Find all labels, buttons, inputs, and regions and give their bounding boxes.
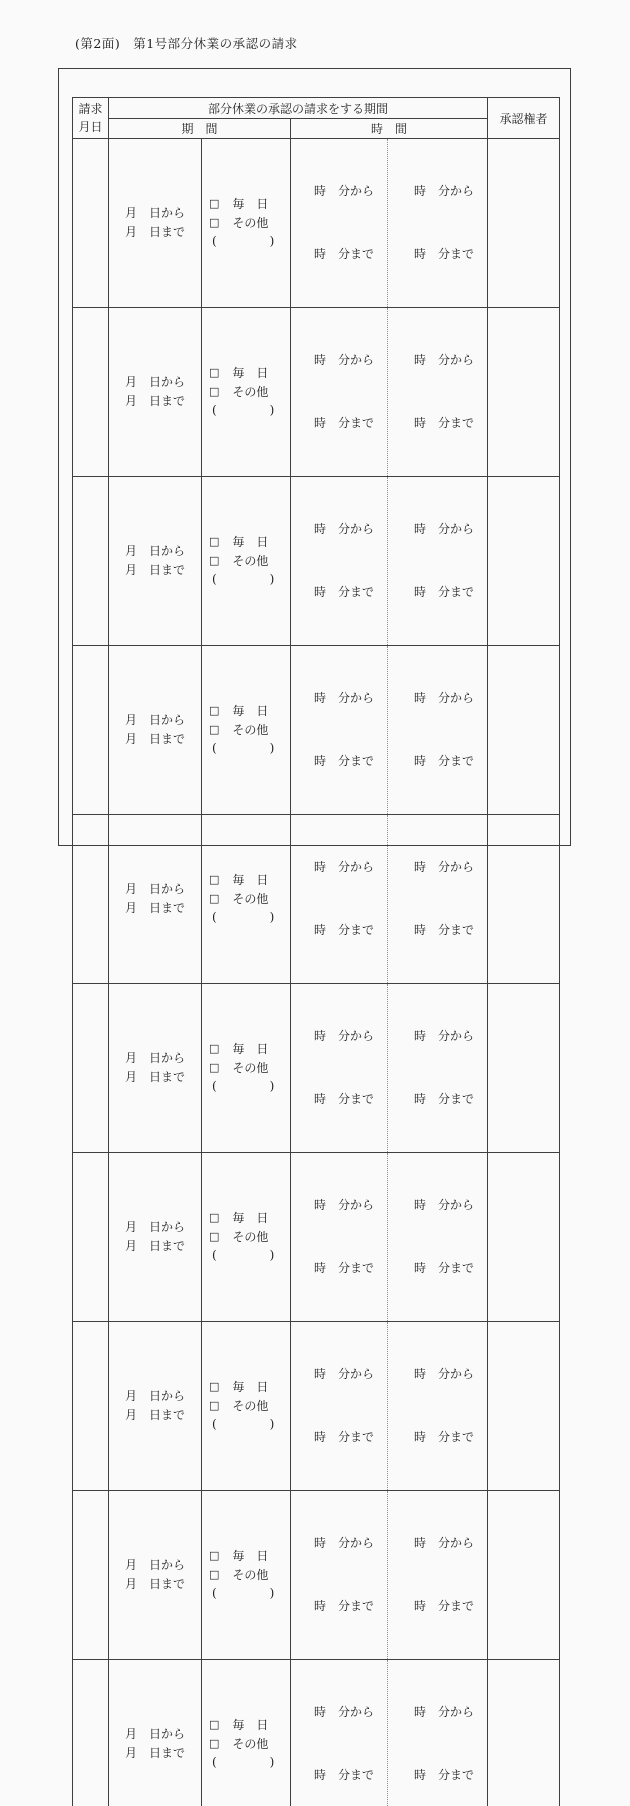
other-note-field[interactable]: ( ) [209, 570, 290, 589]
other-label: その他 [232, 552, 268, 571]
period-cell [109, 1660, 202, 1806]
day-type-cell [202, 1322, 291, 1491]
period-cell [109, 815, 202, 984]
checkbox-daily-icon[interactable]: □ [209, 1378, 219, 1397]
checkbox-other-icon[interactable]: □ [209, 383, 219, 402]
other-label: その他 [232, 1397, 268, 1416]
table-row [73, 1153, 560, 1322]
request-date-cell[interactable] [73, 477, 109, 646]
period-to: 月 日まで [109, 561, 201, 580]
header-request-date-line1: 請求 [73, 100, 108, 118]
time-range-second-cell [388, 1660, 488, 1806]
period-from: 月 日から [109, 1049, 201, 1068]
time-range-second-cell [388, 984, 488, 1153]
daily-label: 毎 日 [232, 702, 268, 721]
period-cell [109, 139, 202, 308]
time-to: 時 分まで [388, 244, 474, 265]
table-row [73, 646, 560, 815]
time-from: 時 分から [388, 688, 474, 709]
time-from: 時 分から [291, 857, 374, 878]
other-note-field[interactable]: ( ) [209, 1584, 290, 1603]
day-type-cell [202, 477, 291, 646]
approver-cell[interactable] [488, 1660, 560, 1806]
daily-label: 毎 日 [232, 1209, 268, 1228]
request-date-cell[interactable] [73, 1153, 109, 1322]
time-from: 時 分から [291, 688, 374, 709]
checkbox-daily-icon[interactable]: □ [209, 533, 219, 552]
other-label: その他 [232, 890, 268, 909]
period-to: 月 日まで [109, 392, 201, 411]
checkbox-daily-icon[interactable]: □ [209, 195, 219, 214]
approver-cell[interactable] [488, 308, 560, 477]
period-to: 月 日まで [109, 1744, 201, 1763]
time-from: 時 分から [291, 181, 374, 202]
time-range-first-cell [291, 984, 388, 1153]
period-cell [109, 1153, 202, 1322]
time-to: 時 分まで [291, 751, 374, 772]
period-to: 月 日まで [109, 1068, 201, 1087]
time-to: 時 分まで [291, 413, 374, 434]
request-date-cell[interactable] [73, 984, 109, 1153]
period-cell [109, 1322, 202, 1491]
time-to: 時 分まで [388, 920, 474, 941]
day-type-cell [202, 308, 291, 477]
period-from: 月 日から [109, 204, 201, 223]
day-type-cell [202, 1153, 291, 1322]
table-row [73, 1491, 560, 1660]
time-from: 時 分から [291, 1195, 374, 1216]
time-range-first-cell [291, 1491, 388, 1660]
day-type-cell [202, 139, 291, 308]
header-request-date-line2: 月日 [73, 118, 108, 136]
time-range-first-cell [291, 1322, 388, 1491]
header-period-group: 部分休業の承認の請求をする期間 [109, 98, 488, 119]
period-to: 月 日まで [109, 1237, 201, 1256]
time-range-first-cell [291, 477, 388, 646]
other-label: その他 [232, 1228, 268, 1247]
approver-cell[interactable] [488, 139, 560, 308]
request-date-cell[interactable] [73, 308, 109, 477]
period-from: 月 日から [109, 1387, 201, 1406]
checkbox-other-icon[interactable]: □ [209, 1059, 219, 1078]
other-label: その他 [232, 1059, 268, 1078]
request-date-cell[interactable] [73, 139, 109, 308]
request-date-cell[interactable] [73, 1660, 109, 1806]
other-label: その他 [232, 383, 268, 402]
period-to: 月 日まで [109, 1406, 201, 1425]
checkbox-daily-icon[interactable]: □ [209, 871, 219, 890]
time-to: 時 分まで [388, 1427, 474, 1448]
checkbox-other-icon[interactable]: □ [209, 1735, 219, 1754]
daily-label: 毎 日 [232, 195, 268, 214]
time-from: 時 分から [291, 1026, 374, 1047]
time-from: 時 分から [291, 1702, 374, 1723]
day-type-cell [202, 984, 291, 1153]
approver-cell[interactable] [488, 984, 560, 1153]
time-range-first-cell [291, 1660, 388, 1806]
time-from: 時 分から [388, 1026, 474, 1047]
checkbox-other-icon[interactable]: □ [209, 214, 219, 233]
header-request-date [73, 98, 109, 139]
checkbox-daily-icon[interactable]: □ [209, 1547, 219, 1566]
time-range-second-cell [388, 646, 488, 815]
table-row [73, 308, 560, 477]
time-to: 時 分まで [291, 1089, 374, 1110]
day-type-cell [202, 646, 291, 815]
checkbox-daily-icon[interactable]: □ [209, 1716, 219, 1735]
period-cell [109, 308, 202, 477]
approver-cell[interactable] [488, 646, 560, 815]
period-from: 月 日から [109, 1725, 201, 1744]
period-to: 月 日まで [109, 1575, 201, 1594]
time-to: 時 分まで [291, 1427, 374, 1448]
day-type-cell [202, 1491, 291, 1660]
checkbox-daily-icon[interactable]: □ [209, 1040, 219, 1059]
approver-cell[interactable] [488, 815, 560, 984]
time-range-first-cell [291, 815, 388, 984]
period-from: 月 日から [109, 711, 201, 730]
time-from: 時 分から [388, 1702, 474, 1723]
period-to: 月 日まで [109, 899, 201, 918]
daily-label: 毎 日 [232, 1040, 268, 1059]
time-to: 時 分まで [388, 1258, 474, 1279]
other-note-field[interactable]: ( ) [209, 1753, 290, 1772]
time-from: 時 分から [388, 1364, 474, 1385]
period-cell [109, 646, 202, 815]
request-date-cell[interactable] [73, 815, 109, 984]
time-range-second-cell [388, 1491, 488, 1660]
time-range-second-cell [388, 815, 488, 984]
approver-cell[interactable] [488, 1491, 560, 1660]
other-label: その他 [232, 1735, 268, 1754]
time-from: 時 分から [388, 857, 474, 878]
period-to: 月 日まで [109, 223, 201, 242]
time-range-second-cell [388, 477, 488, 646]
checkbox-daily-icon[interactable]: □ [209, 702, 219, 721]
period-from: 月 日から [109, 1556, 201, 1575]
period-from: 月 日から [109, 542, 201, 561]
other-note-field[interactable]: ( ) [209, 232, 290, 251]
table-row [73, 1322, 560, 1491]
time-to: 時 分まで [291, 582, 374, 603]
request-date-cell[interactable] [73, 1322, 109, 1491]
table-body [73, 139, 560, 1806]
time-to: 時 分まで [388, 582, 474, 603]
time-to: 時 分まで [291, 244, 374, 265]
other-label: その他 [232, 721, 268, 740]
checkbox-other-icon[interactable]: □ [209, 1228, 219, 1247]
other-note-field[interactable]: ( ) [209, 1415, 290, 1434]
time-from: 時 分から [388, 350, 474, 371]
table-row [73, 815, 560, 984]
time-to: 時 分まで [388, 1596, 474, 1617]
other-note-field[interactable]: ( ) [209, 401, 290, 420]
daily-label: 毎 日 [232, 1716, 268, 1735]
daily-label: 毎 日 [232, 871, 268, 890]
checkbox-other-icon[interactable]: □ [209, 1566, 219, 1585]
time-to: 時 分まで [291, 1596, 374, 1617]
table-row [73, 1660, 560, 1806]
approver-cell[interactable] [488, 1153, 560, 1322]
daily-label: 毎 日 [232, 364, 268, 383]
daily-label: 毎 日 [232, 1547, 268, 1566]
approver-cell[interactable] [488, 477, 560, 646]
time-to: 時 分まで [388, 1765, 474, 1786]
checkbox-daily-icon[interactable]: □ [209, 1209, 219, 1228]
checkbox-other-icon[interactable]: □ [209, 890, 219, 909]
checkbox-other-icon[interactable]: □ [209, 721, 219, 740]
table-row [73, 984, 560, 1153]
time-range-first-cell [291, 308, 388, 477]
request-date-cell[interactable] [73, 646, 109, 815]
time-from: 時 分から [388, 519, 474, 540]
period-cell [109, 1491, 202, 1660]
table-header [73, 98, 560, 139]
checkbox-other-icon[interactable]: □ [209, 1397, 219, 1416]
time-to: 時 分まで [388, 751, 474, 772]
time-from: 時 分から [291, 350, 374, 371]
day-type-cell [202, 815, 291, 984]
time-from: 時 分から [291, 1533, 374, 1554]
other-note-field[interactable]: ( ) [209, 1246, 290, 1265]
time-range-first-cell [291, 646, 388, 815]
period-to: 月 日まで [109, 730, 201, 749]
time-from: 時 分から [388, 1533, 474, 1554]
day-type-cell [202, 1660, 291, 1806]
period-from: 月 日から [109, 1218, 201, 1237]
time-to: 時 分まで [388, 1089, 474, 1110]
time-to: 時 分まで [291, 1765, 374, 1786]
time-range-second-cell [388, 308, 488, 477]
header-time: 時 間 [291, 119, 488, 139]
table-row [73, 139, 560, 308]
other-note-field[interactable]: ( ) [209, 1077, 290, 1096]
daily-label: 毎 日 [232, 1378, 268, 1397]
daily-label: 毎 日 [232, 533, 268, 552]
time-from: 時 分から [388, 181, 474, 202]
time-from: 時 分から [291, 1364, 374, 1385]
other-label: その他 [232, 1566, 268, 1585]
time-from: 時 分から [291, 519, 374, 540]
other-note-field[interactable]: ( ) [209, 739, 290, 758]
other-label: その他 [232, 214, 268, 233]
period-cell [109, 477, 202, 646]
request-date-cell[interactable] [73, 1491, 109, 1660]
time-to: 時 分まで [388, 413, 474, 434]
period-from: 月 日から [109, 373, 201, 392]
time-range-second-cell [388, 139, 488, 308]
header-period: 期 間 [109, 119, 291, 139]
time-range-second-cell [388, 1322, 488, 1491]
table-row [73, 477, 560, 646]
other-note-field[interactable]: ( ) [209, 908, 290, 927]
checkbox-other-icon[interactable]: □ [209, 552, 219, 571]
period-from: 月 日から [109, 880, 201, 899]
time-to: 時 分まで [291, 1258, 374, 1279]
period-cell [109, 984, 202, 1153]
page-title: (第2面) 第1号部分休業の承認の請求 [75, 34, 298, 52]
approver-cell[interactable] [488, 1322, 560, 1491]
time-range-second-cell [388, 1153, 488, 1322]
time-range-first-cell [291, 139, 388, 308]
time-from: 時 分から [388, 1195, 474, 1216]
header-approver: 承認権者 [488, 98, 560, 139]
checkbox-daily-icon[interactable]: □ [209, 364, 219, 383]
time-to: 時 分まで [291, 920, 374, 941]
partial-leave-request-table [72, 97, 560, 1806]
time-range-first-cell [291, 1153, 388, 1322]
